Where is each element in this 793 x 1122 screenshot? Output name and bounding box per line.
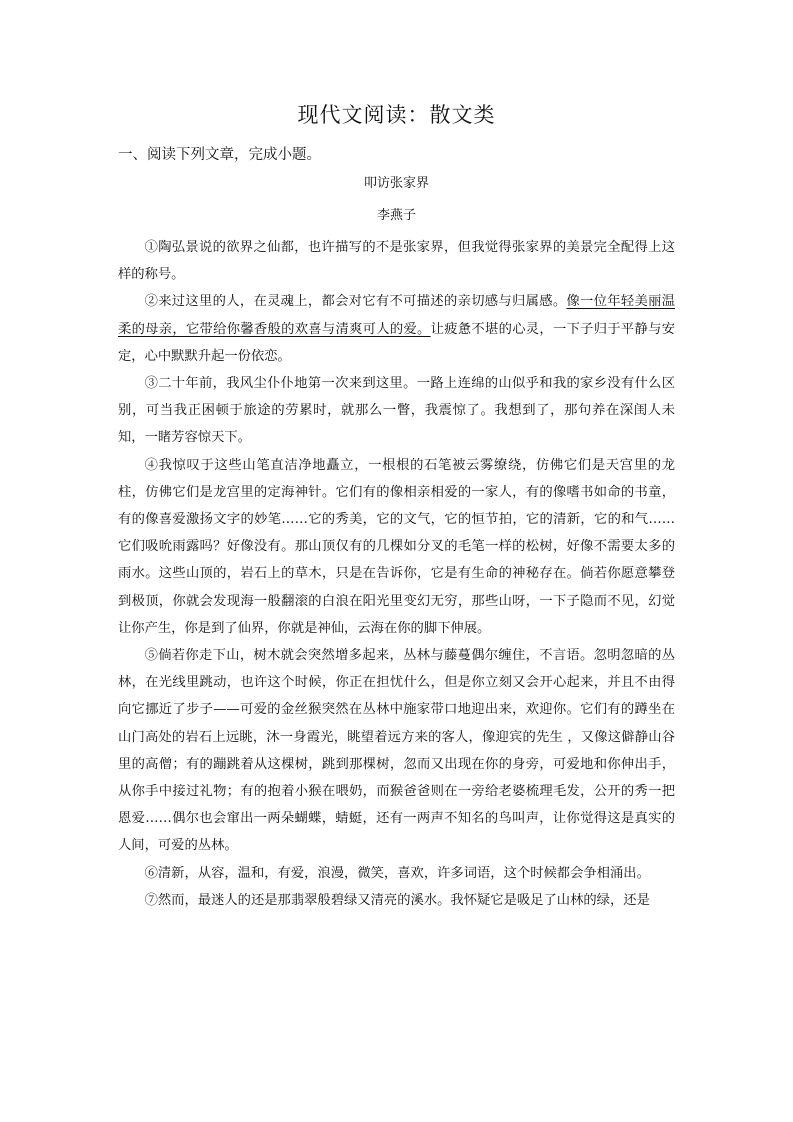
essay-body: [118, 234, 675, 914]
paragraph-3: ③二十年前，我风尘仆仆地第一次来到这里。一路上连绵的山似乎和我的家乡没有什么区别，可当我正困顿于旅途的劳累时，就那么一瞥，我震惊了。我想到了，那句养在深闺人未知，一睹芳容惊天下。: [118, 376, 675, 446]
paragraph-4: ④我惊叹于这些山笔直洁净地矗立，一根根的石笔被云雾缭绕，仿佛它们是天宫里的龙柱，仿佛它们是龙宫里的定海神针。它们有的像相亲相爱的一家人，有的像嗜书如命的书童，有的像喜爱激扬文字的妙笔……它的秀美，它的文气，它的恒节拍，它的清新，它的和气……它们吸吮雨露吗？好像没有。那山顶仅有的几棵如分叉的毛笔一样的松树，好像不需要太多的雨水。这些山顶的，岩石上的草木，只是在告诉你，它是有生命的神秘存在。倘若你愿意攀登到极顶，你就会发现海一般翻滚的白浪在阳光里变幻无穷，那些山呀，一下子隐而不见，幻觉让你产生，你是到了仙界，你就是神仙，云海在你的脚下伸展。: [118, 457, 675, 636]
essay-title: 叩访张家界: [363, 176, 429, 191]
document-title: 现代文阅读：散文类: [297, 103, 496, 127]
paragraph-2-lead: ②来过这里的人，在灵魂上，都会对它有不可描述的亲切感与归属感。: [144, 294, 567, 310]
paragraph-5: ⑤倘若你走下山，树木就会突然增多起来，丛林与藤蔓偶尔缠住，不言语。忽明忽暗的丛林，在光线里跳动，也许这个时候，你正在担忧什么，但是你立刻又会开心起来，并且不由得向它挪近了步子——可爱的金丝猴突然在丛林中施家带口地迎出来，欢迎你。它们有的蹲坐在山门高处的岩石上远眺，沐一身霞光，眺望着远方来的客人，像迎宾的先生 ，又像这僻静山谷里的高僧；有的蹦跳着从这棵树，跳到那棵树，忽而又出现在你的身旁，可爱地和你伸出手，从你手中接过礼物；有的抱着小猴在喂奶，而猴爸爸则在一旁给老婆梳理毛发，公开的秀一把恩爱……偶尔也会窜出一两朵蝴蝶，蜻蜓，还有一两声不知名的鸟叫声，让你觉得这是真实的人间，可爱的丛林。: [118, 648, 675, 854]
paragraph-2: [118, 288, 675, 370]
paragraph-2-tail: 让疲惫不堪的心灵，一下子归于平静与安定，心中默默升起一份依恋。: [118, 321, 676, 364]
question-instruction: 一、阅读下列文章，完成小题。: [118, 147, 321, 163]
paragraph-7: ⑦然而，最迷人的还是那翡翠般碧绿又清亮的溪水。我怀疑它是吸足了山林的绿，还是: [144, 892, 650, 908]
paragraph-6: ⑥清新，从容，温和，有爱，浪漫，微笑，喜欢，许多词语，这个时候都会争相涌出。: [144, 865, 650, 881]
essay-author: 李燕子: [376, 208, 416, 223]
paragraph-1: ①陶弘景说的欲界之仙都，也许描写的不是张家界，但我觉得张家界的美景完全配得上这样的称号。: [118, 240, 675, 283]
underlined-sentence: 像一位年轻美丽温柔的母亲，它带给你馨香般的欢喜与清爽可人的爱。: [118, 294, 676, 337]
